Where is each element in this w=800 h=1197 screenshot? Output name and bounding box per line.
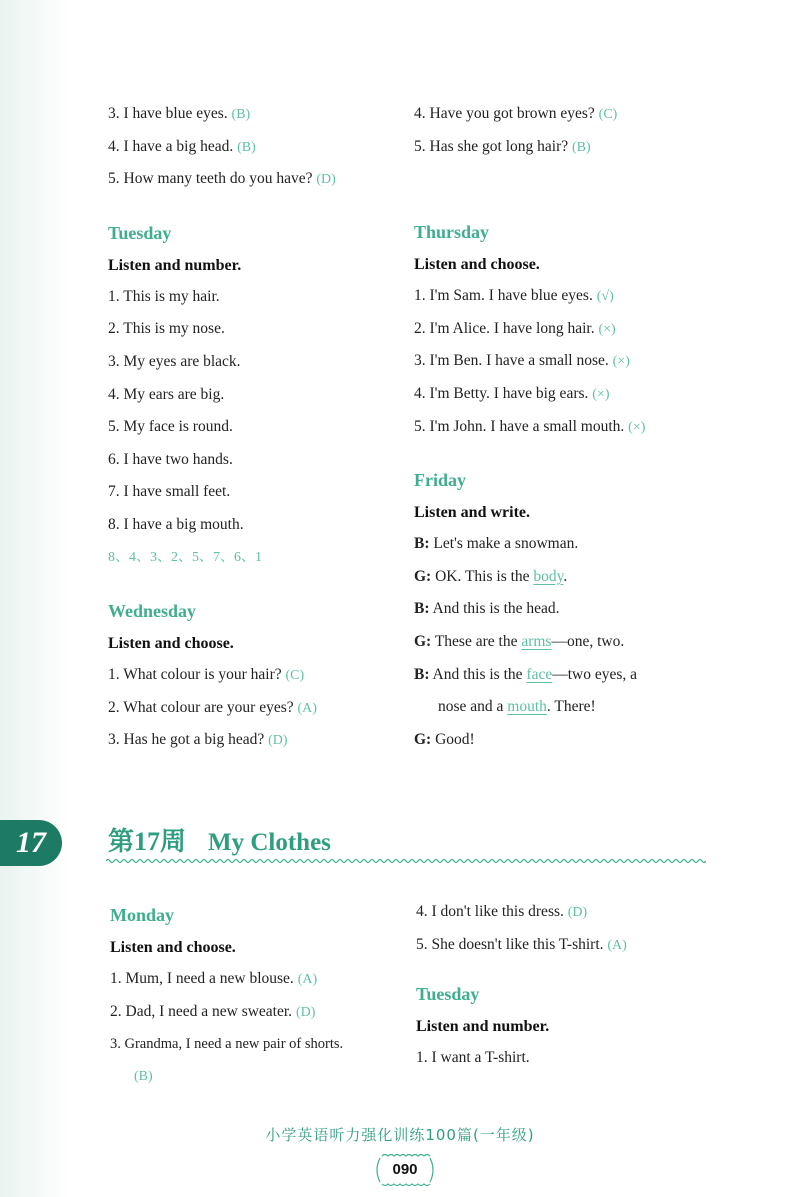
instruction: Listen and choose. <box>414 256 540 274</box>
list-item: 2. What colour are your eyes? (A) <box>108 698 317 716</box>
list-item: 1. What colour is your hair? (C) <box>108 666 305 684</box>
answer: (D) <box>268 733 288 749</box>
list-item: 5. I'm John. I have a small mouth. (×) <box>414 417 646 435</box>
list-item: 8. I have a big mouth. <box>108 515 244 533</box>
list-item: 4. I don't like this dress. (D) <box>416 903 588 920</box>
answer: (√) <box>596 289 614 305</box>
dialogue-line: G: Good! <box>414 730 475 748</box>
answer: (×) <box>612 354 630 370</box>
filled-blank: arms <box>521 632 552 650</box>
answer: (D) <box>567 905 588 920</box>
left-column-top <box>108 100 398 759</box>
list-item: 1. I'm Sam. I have blue eyes. (√) <box>414 287 614 305</box>
section-title-tuesday: Tuesday <box>416 984 480 1005</box>
dialogue-line: B: And this is the head. <box>414 600 560 618</box>
section-title-monday: Monday <box>110 905 175 925</box>
answer: (×) <box>598 321 616 337</box>
filled-blank: mouth <box>507 698 547 716</box>
week-topic: My Clothes <box>208 829 331 856</box>
book-title-footer: 小学英语听力强化训练100篇(一年级) <box>265 1126 535 1144</box>
filled-blank: body <box>533 567 564 585</box>
answer: (×) <box>592 386 610 402</box>
dialogue-line: B: And this is the face—two eyes, a <box>414 665 638 683</box>
answer-sequence: 8、4、3、2、5、7、6、1 <box>108 549 262 565</box>
list-item: 1. This is my hair. <box>108 287 220 305</box>
list-item: 2. I'm Alice. I have long hair. (×) <box>414 319 616 337</box>
answer: (B) <box>134 1068 153 1084</box>
answer: (D) <box>295 1004 316 1020</box>
dialogue-line: G: These are the arms—one, two. <box>414 632 625 650</box>
list-item: 4. Have you got brown eyes? (C) <box>414 105 618 122</box>
dialogue-line: nose and a mouth. There! <box>438 698 596 716</box>
dialogue-line: B: Let's make a snowman. <box>414 535 579 553</box>
week-title <box>108 822 331 862</box>
answer: (C) <box>285 668 305 684</box>
list-item: 7. I have small feet. <box>108 483 231 501</box>
section-title-tuesday: Tuesday <box>108 222 172 243</box>
answer: (D) <box>316 172 336 188</box>
filled-blank: face <box>526 665 553 683</box>
list-item: 5. How many teeth do you have? (D) <box>108 170 336 188</box>
section-title-wednesday: Wednesday <box>108 601 197 622</box>
list-item: 3. Has he got a big head? (D) <box>108 731 288 749</box>
right-column-bottom <box>416 898 716 1077</box>
list-item: 5. She doesn't like this T-shirt. (A) <box>416 935 627 953</box>
list-item: 3. I have blue eyes. (B) <box>108 105 251 122</box>
instruction: Listen and write. <box>414 504 530 522</box>
answer: (C) <box>598 107 618 122</box>
right-column-top <box>414 100 714 758</box>
list-item: 1. Mum, I need a new blouse. (A) <box>110 970 318 987</box>
list-item: 5. My face is round. <box>108 418 233 436</box>
instruction: Listen and number. <box>416 1018 550 1036</box>
list-item: 2. This is my nose. <box>108 320 225 338</box>
wavy-divider <box>106 857 706 865</box>
answer: (B) <box>571 139 591 155</box>
answer: (A) <box>297 972 318 987</box>
page-edge-shade <box>0 0 70 1197</box>
answer: (B) <box>237 139 256 155</box>
instruction: Listen and number. <box>108 256 242 274</box>
answer: (B) <box>231 107 251 122</box>
list-item: 2. Dad, I need a new sweater. (D) <box>110 1002 316 1020</box>
instruction: Listen and choose. <box>110 939 236 956</box>
week-number: 第17周 <box>108 827 187 856</box>
section-title-friday: Friday <box>414 470 466 491</box>
instruction: Listen and choose. <box>108 635 234 653</box>
page-number: 090 <box>370 1152 440 1188</box>
week-tab: 17 <box>0 820 62 866</box>
answer: (A) <box>297 700 317 716</box>
list-item: 3. My eyes are black. <box>108 352 241 370</box>
list-item: 5. Has she got long hair? (B) <box>414 137 591 155</box>
list-item: 6. I have two hands. <box>108 450 233 468</box>
list-item: 3. I'm Ben. I have a small nose. (×) <box>414 352 630 370</box>
list-item: 4. I'm Betty. I have big ears. (×) <box>414 384 610 402</box>
list-item: 4. My ears are big. <box>108 385 225 403</box>
answer: (×) <box>628 419 646 435</box>
section-title-thursday: Thursday <box>414 222 490 243</box>
list-item: 4. I have a big head. (B) <box>108 137 256 155</box>
left-column-bottom <box>110 900 410 1095</box>
list-item: 3. Grandma, I need a new pair of shorts. <box>110 1036 344 1053</box>
list-item: 1. I want a T-shirt. <box>416 1049 530 1067</box>
dialogue-line: G: OK. This is the body. <box>414 567 568 585</box>
answer: (A) <box>607 937 627 953</box>
